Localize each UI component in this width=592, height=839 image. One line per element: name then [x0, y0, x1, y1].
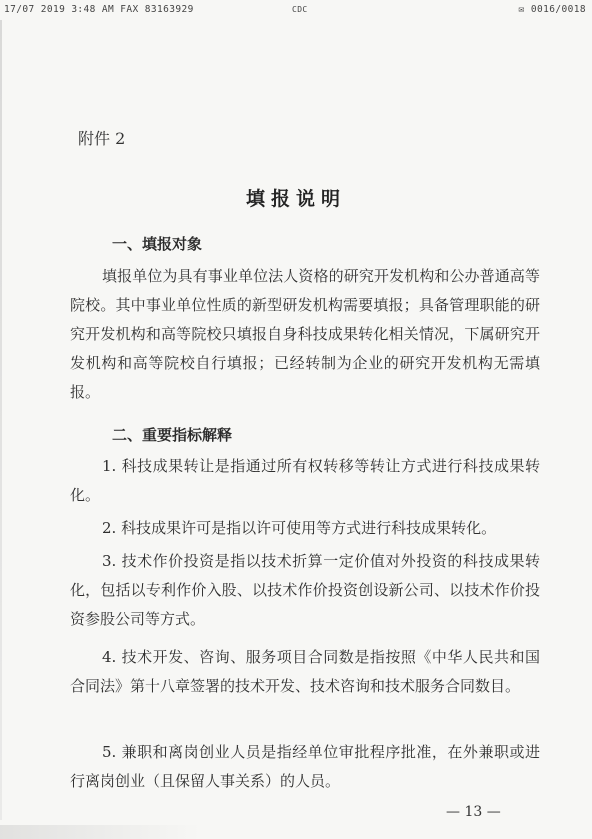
paragraph-item-5: 5. 兼职和离岗创业人员是指经单位审批程序批准，在外兼职或进行离岗创业（且保留人事关系）的人员。	[70, 743, 540, 790]
paragraph-item-3: 3. 技术作价投资是指以技术折算一定价值对外投资的科技成果转化，包括以专利作价入股、以技术作价投资创设新公司、以技术作价投资参股公司等方式。	[70, 552, 540, 628]
fax-header-right: ✉ 0016/0018	[518, 4, 586, 15]
paragraph-target: 填报单位为具有事业单位法人资格的研究开发机构和公办普通高等院校。其中事业单位性质的新型研发机构需要填报；具备管理职能的研究开发机构和高等院校只填报自身科技成果转化相关情况，下属研究开发机构和高等院校自行填报；已经转制为企业的研究开发机构无需填报。	[70, 267, 540, 401]
fax-header	[4, 4, 586, 18]
paragraph-item-2: 2. 科技成果许可是指以许可使用等方式进行科技成果转化。	[102, 519, 497, 537]
page-title: 填报说明	[245, 188, 346, 210]
page-number: — 13 —	[446, 804, 501, 820]
paragraph-item-1: 1. 科技成果转让是指通过所有权转移等转让方式进行科技成果转化。	[70, 457, 540, 504]
fax-header-middle: CDC	[292, 5, 308, 14]
scan-edge-mark	[0, 20, 2, 820]
attachment-label: 附件 2	[78, 129, 126, 148]
scan-smudge	[0, 825, 200, 839]
fax-header-left: 17/07 2019 3:48 AM FAX 83163929	[4, 4, 194, 15]
section-heading-2: 二、重要指标解释	[112, 426, 233, 444]
paragraph-item-4: 4. 技术开发、咨询、服务项目合同数是指按照《中华人民共和国合同法》第十八章签署的技术开发、技术咨询和技术服务合同数目。	[70, 648, 540, 695]
section-heading-1: 一、填报对象	[112, 235, 203, 253]
